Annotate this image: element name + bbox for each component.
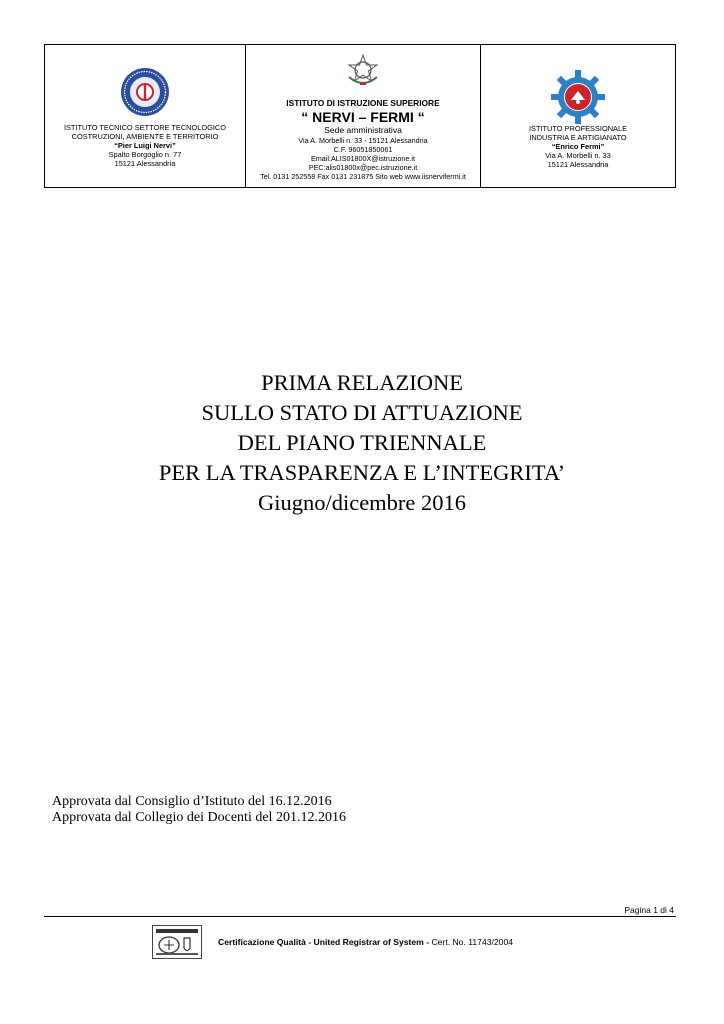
sede-label: Sede amministrativa <box>324 125 402 135</box>
fermi-gear-logo-icon <box>550 69 606 125</box>
nervi-logo-icon <box>120 67 170 117</box>
left-line-1: ISTITUTO TECNICO SETTORE TECNOLOGICO <box>63 123 227 132</box>
certification-label: Certificazione Qualità - United Registrar of System - <box>218 937 432 947</box>
right-address: Via A. Morbelli n. 33 <box>545 151 611 160</box>
left-school-name: “Pier Luigi Nervi” <box>114 141 176 150</box>
right-city: 15121 Alessandria <box>547 160 609 169</box>
certification-line <box>218 937 513 947</box>
title-line-2: SULLO STATO DI ATTUAZIONE <box>201 400 523 425</box>
left-address: Spalto Borgoglio n. 77 <box>108 150 182 159</box>
center-address: Via A. Morbelli n. 33 - 15121 Alessandria <box>298 136 428 145</box>
right-line-1: ISTITUTO PROFESSIONALE <box>528 124 627 133</box>
title-period: Giugno/dicembre 2016 <box>257 490 467 515</box>
title-line-1: PRIMA RELAZIONE <box>261 370 463 395</box>
email-address: Email:ALIS01800X@istruzione.it <box>311 154 415 163</box>
approval-teachers: Approvata dal Collegio dei Docenti del 201.12.2016 <box>52 810 346 825</box>
approval-council: Approvata dal Consiglio d’Istituto del 16.12.2016 <box>52 794 332 809</box>
footer-divider <box>44 916 676 917</box>
approval-notes <box>52 794 346 826</box>
page-number: Pagina 1 di 4 <box>624 905 674 915</box>
letterhead-fermi <box>481 45 675 187</box>
contacts-line: Tel. 0131 252558 Fax 0131 231875 Sito web www.iisnervifermi.it <box>260 172 466 181</box>
right-school-name: “Enrico Fermi” <box>551 142 605 151</box>
letterhead-center <box>246 45 481 187</box>
title-line-4: PER LA TRASPARENZA E L’INTEGRITA’ <box>158 460 566 485</box>
document-title <box>0 368 724 518</box>
school-name: “ NERVI – FERMI “ <box>301 109 425 125</box>
school-type: ISTITUTO DI ISTRUZIONE SUPERIORE <box>286 98 440 108</box>
pec-address: PEC:alis01800x@pec.istruzione.it <box>308 163 418 172</box>
certification-number: Cert. No. 11743/2004 <box>431 937 514 947</box>
tax-code: C.F. 96051850061 <box>333 145 393 154</box>
title-line-3: DEL PIANO TRIENNALE <box>237 430 487 455</box>
letterhead <box>44 44 676 188</box>
italian-emblem-icon <box>344 51 382 89</box>
left-city: 15121 Alessandria <box>114 159 176 168</box>
certification-logo-icon <box>152 925 202 959</box>
right-line-2: INDUSTRIA E ARTIGIANATO <box>529 133 627 142</box>
left-line-2: COSTRUZIONI, AMBIENTE E TERRITORIO <box>71 132 219 141</box>
letterhead-nervi <box>45 45 246 187</box>
